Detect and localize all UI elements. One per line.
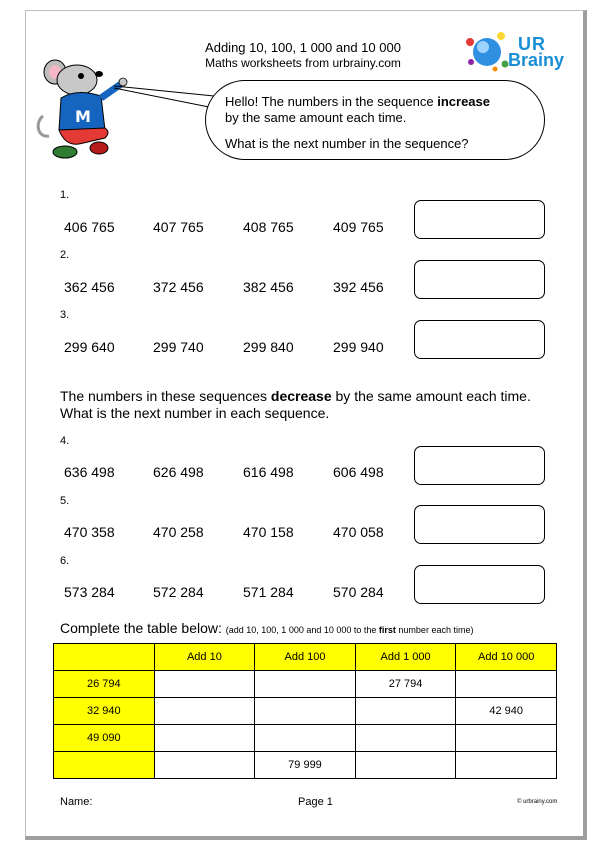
table-instruction: Complete the table below: (add 10, 100, 1 000 and 10 000 to the first number each time): [60, 620, 474, 636]
sequence-value: 408 765: [243, 219, 294, 235]
addition-table: [53, 643, 557, 779]
decrease-instruction-line-2: What is the next number in each sequence.: [60, 405, 330, 421]
table-cell[interactable]: [255, 671, 356, 698]
logo-text-brainy: Brainy: [508, 50, 565, 70]
name-label: Name:: [60, 796, 93, 808]
logo-text-ur: UR: [518, 34, 546, 54]
table-header: Add 10: [154, 644, 255, 671]
question-number: 2.: [60, 249, 70, 261]
sequence-value: 392 456: [333, 279, 384, 295]
table-start-cell[interactable]: [54, 752, 155, 779]
sequence-value: 470 058: [333, 524, 384, 540]
sequence-value: 470 158: [243, 524, 294, 540]
bubble-line-3: What is the next number in the sequence?: [225, 136, 469, 151]
table-header: Add 1 000: [355, 644, 456, 671]
table-cell: 79 999: [255, 752, 356, 779]
table-start-cell: 49 090: [54, 725, 155, 752]
sequence-value: 382 456: [243, 279, 294, 295]
table-cell[interactable]: [154, 671, 255, 698]
sequence-value: 299 940: [333, 339, 384, 355]
sequence-value: 299 640: [64, 339, 115, 355]
table-cell[interactable]: [355, 725, 456, 752]
table-cell: 42 940: [456, 698, 557, 725]
table-cell[interactable]: [456, 725, 557, 752]
sequence-value: 406 765: [64, 219, 115, 235]
table-cell[interactable]: [255, 698, 356, 725]
table-cell[interactable]: [456, 752, 557, 779]
answer-box-4[interactable]: [414, 446, 545, 485]
answer-box-3[interactable]: [414, 320, 545, 359]
page-number: Page 1: [298, 796, 333, 808]
copyright-notice: © urbrainy.com: [517, 799, 558, 805]
question-number: 5.: [60, 495, 70, 507]
table-cell[interactable]: [154, 725, 255, 752]
sequence-value: 636 498: [64, 464, 115, 480]
sequence-value: 299 840: [243, 339, 294, 355]
sequence-value: 470 258: [153, 524, 204, 540]
answer-box-6[interactable]: [414, 565, 545, 604]
table-header-row: [54, 644, 557, 671]
svg-text:M: M: [75, 107, 91, 126]
table-row: [54, 698, 557, 725]
table-row: [54, 725, 557, 752]
answer-box-2[interactable]: [414, 260, 545, 299]
answer-box-5[interactable]: [414, 505, 545, 544]
sequence-value: 616 498: [243, 464, 294, 480]
table-cell[interactable]: [255, 725, 356, 752]
table-cell[interactable]: [355, 752, 456, 779]
table-header: Add 100: [255, 644, 356, 671]
sequence-value: 362 456: [64, 279, 115, 295]
sequence-value: 573 284: [64, 584, 115, 600]
bubble-line-1: Hello! The numbers in the sequence increase: [225, 94, 490, 109]
sequence-value: 299 740: [153, 339, 204, 355]
table-start-cell: 26 794: [54, 671, 155, 698]
question-number: 4.: [60, 435, 70, 447]
table-cell: 27 794: [355, 671, 456, 698]
sequence-value: 572 284: [153, 584, 204, 600]
sequence-value: 407 765: [153, 219, 204, 235]
table-header-corner: [54, 644, 155, 671]
table-start-cell: 32 940: [54, 698, 155, 725]
table-cell[interactable]: [355, 698, 456, 725]
question-number: 1.: [60, 189, 70, 201]
page-subtitle: Maths worksheets from urbrainy.com: [205, 56, 401, 70]
sequence-value: 571 284: [243, 584, 294, 600]
question-number: 6.: [60, 555, 70, 567]
sequence-value: 372 456: [153, 279, 204, 295]
table-header: Add 10 000: [456, 644, 557, 671]
table-cell[interactable]: [154, 752, 255, 779]
answer-box-1[interactable]: [414, 200, 545, 239]
decrease-instruction: The numbers in these sequences decrease by the same amount each time.: [60, 388, 531, 404]
sequence-value: 470 358: [64, 524, 115, 540]
page-title: Adding 10, 100, 1 000 and 10 000: [205, 40, 401, 55]
bubble-line-2: by the same amount each time.: [225, 110, 407, 125]
speech-pointer-icon: [110, 80, 220, 120]
table-cell[interactable]: [456, 671, 557, 698]
question-number: 3.: [60, 309, 70, 321]
table-row: [54, 671, 557, 698]
table-cell[interactable]: [154, 698, 255, 725]
table-row: [54, 752, 557, 779]
sequence-value: 606 498: [333, 464, 384, 480]
sequence-value: 570 284: [333, 584, 384, 600]
sequence-value: 626 498: [153, 464, 204, 480]
sequence-value: 409 765: [333, 219, 384, 235]
